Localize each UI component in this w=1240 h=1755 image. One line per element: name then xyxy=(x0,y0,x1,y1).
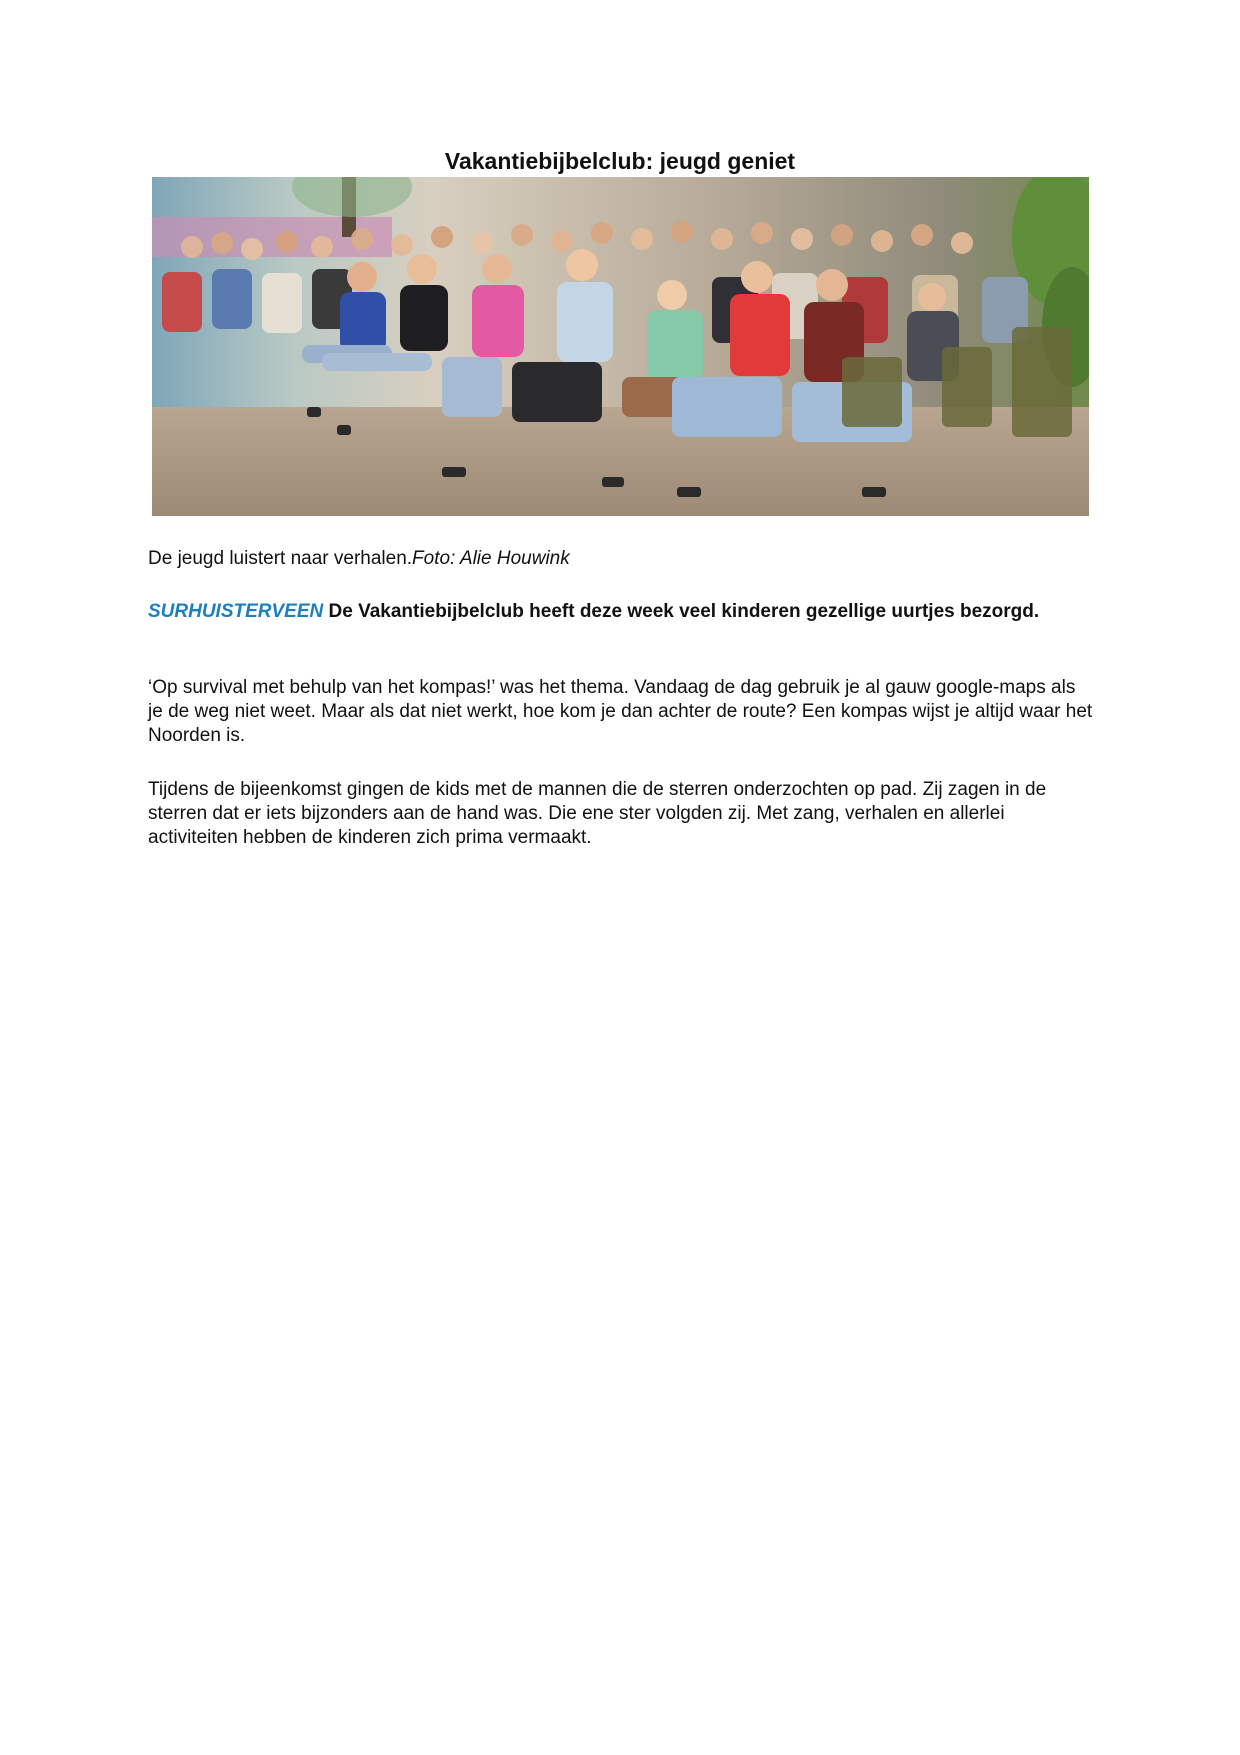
photo-caption xyxy=(148,546,1088,572)
caption-text: De jeugd luistert naar verhalen. xyxy=(148,548,413,569)
article-paragraph: Tijdens de bijeenkomst gingen de kids met de mannen die de sterren onderzochten op pad. Zij zagen in de sterren dat er iets bijzonders aan de hand was. Die ene ster volgden zij. Met zang, verhalen en allerlei activiteiten hebben de kinderen zich prima vermaakt. xyxy=(148,779,1047,848)
photo-illustration xyxy=(152,177,1089,516)
article-paragraph: ‘Op survival met behulp van het kompas!’ was het thema. Vandaag de dag gebruik je al gauw google-maps als je de weg niet weet. Maar als dat niet werkt, hoe kom je dan achter de route? Een kompas wijst je altijd waar het Noorden is. xyxy=(148,677,1093,746)
article-lead xyxy=(148,600,1088,624)
dateline: SURHUISTERVEEN xyxy=(148,601,324,622)
lead-text: De Vakantiebijbelclub heeft deze week veel kinderen gezellige uurtjes bezorgd. xyxy=(328,601,1040,622)
article-photo xyxy=(152,177,1089,516)
photo-credit: Foto: Alie Houwink xyxy=(412,548,570,569)
article-headline: Vakantiebijbelclub: jeugd geniet xyxy=(444,148,796,174)
